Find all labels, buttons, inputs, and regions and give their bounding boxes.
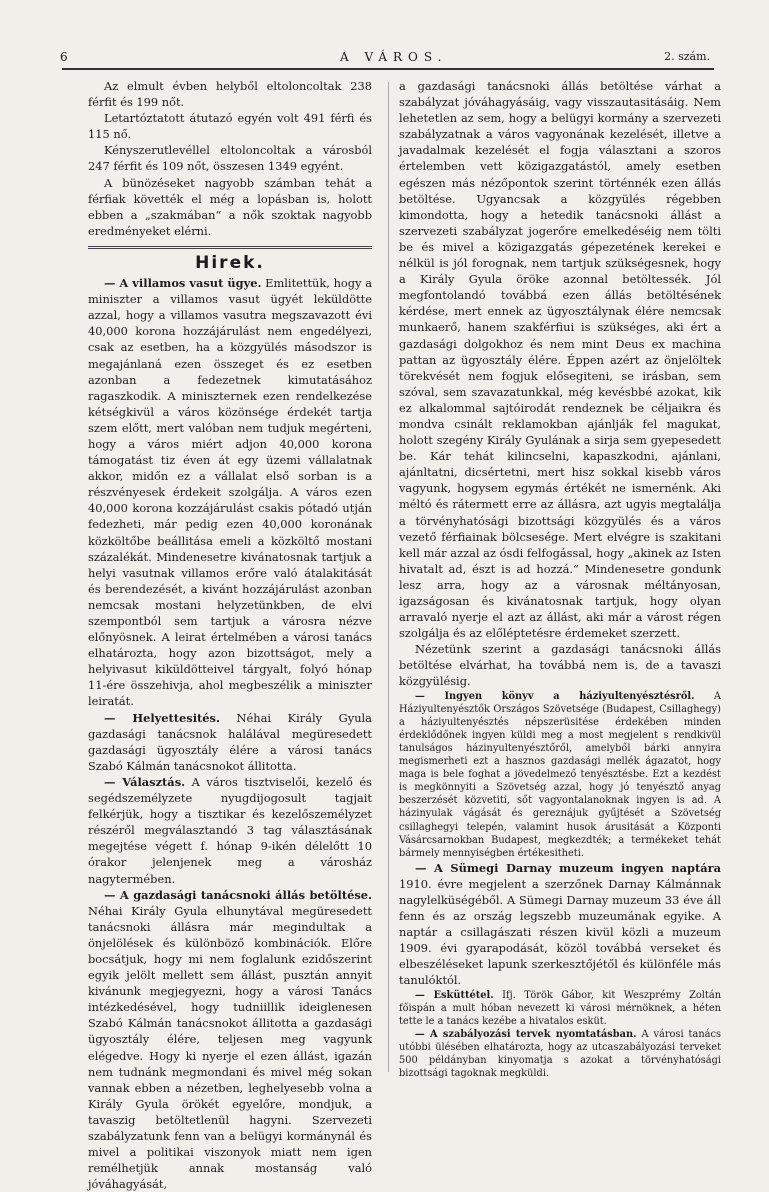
item-text: Ifj. Török Gábor, kit Weszprémy Zoltán főispán a mult hóban nevezett ki városi mérnöknek, a héten tette le a tanács kezébe a hivatalos esküt.: [399, 989, 721, 1027]
stat-paragraph: Letartóztatott átutazó egyén volt 491 férfi és 115 nő.: [88, 111, 372, 142]
issue-number: 2. szám.: [664, 50, 710, 63]
conclusion-paragraph: Nézetünk szerint a gazdasági tanácsnoki állás betöltése elvárhat, ha továbbá nem is, de a tavaszi közgyülésig.: [399, 642, 721, 689]
item-text: A város tisztviselői, kezelő és segédszemélyzete nyugdijogosult tagjait felkérjük, hogy a tisztikar és kezelőszemélyzet részéről megválasztandó 3 tag választásának megejtése végett f. hónap 9-ikén délelőtt 10 órakor jelenjenek meg a városház nagytermében.: [88, 774, 372, 886]
item-text: A Háziyultenyésztők Országos Szövetsége (Budapest, Csillaghegy) a háziyultenyésztés népszerüsitése érdekében minden érdeklődőnek ingyen küldi meg a most megjelent s rendkivül tanulságos házinyultenyésztőről, amelyből bárki annyira megismerheti ezt a hasznos gazdasági mellék ágazatot, hogy maga is bele foghat a jövedelmező tenyésztésbe. Ezt a kezdést is megkönnyiti a Szövetség azzal, hogy jó tenyésztő anyag beszerzését közvetiti, sőt vagyontalanoknak ingyen is ad. A házinyulak vágását és gereznájuk gyűjtését a Szövetség csillaghegyi telepén, valamint husok árusitását a Központi Vásárcsarnokban Budapest, megkezdték; a termékeket tehát bármely mennyiségben értékesitheti.: [399, 690, 721, 859]
item-text: A városi tanács utóbbi ülésében elhatározta, hogy az utcaszabályozási terveket 500 példányban kinyomatja s azokat a törvényhatósági bizottsági tagoknak megküldi.: [399, 1028, 721, 1080]
section-rule: [88, 248, 372, 249]
column-divider: [388, 82, 389, 1072]
item-heading: — Választás.: [104, 774, 186, 789]
news-item-valasztas: [88, 774, 372, 887]
news-item-helyettesites: [88, 710, 372, 774]
item-heading: — Ingyen könyv a háziyultenyésztésről.: [415, 690, 695, 702]
item-text: Néhai Király Gyula gazdasági tanácsnok halálával megüresedett gazdasági ügyosztály élére a városi tanács Szabó Kálmán tanácsnokot állitotta.: [88, 710, 372, 773]
item-heading: — A Sümegi Darnay muzeum ingyen naptára: [415, 860, 721, 875]
news-item-sumegi: [399, 860, 721, 989]
stat-paragraph: A bünözéseket nagyobb számban tehát a férfiak követték el még a lopásban is, holott ebben a „szakmában“ a nők szoktak nagyobb eredményeket elérni.: [88, 175, 372, 238]
item-heading: — A villamos vasut ügye.: [104, 276, 262, 291]
page-header: [60, 50, 710, 70]
continued-text: a gazdasági tanácsnoki állás betöltése várhat a szabályzat jóváhagyásáig, vagy visszautasitásáig. Nem lehetetlen az sem, hogy a belügyi kormány a szervezeti szabályzatnak a város vagyonának kezelését, illetve a javadalmak kezelését el fogja választani a szoros értelemben vett közigazgatástól, amely esetben egészen más nézőpontok szerint történnék ezen állás betöltése. Ugyancsak a közgyülés régebben kimondotta, hogy a hetedik tanácsnoki állást a szervezeti szabályzat jogerőre emelkedéséig nem tölti be és mivel a közigazgatás gépezetének kerekei e nélkül is jól forognak, nem tartjuk szükségesnek, hogy a Király Gyula öröke azonnal betöltessék. Jól megfontolandó továbbá ezen állás betöltésének kérdése, mert ennek az ügyosztálynak élére nemcsak munkaerő, hanem szakférfiui is szükséges, aki ért a gazdasági dolgokhoz és nem mint Deus ex machina pattan az ügyosztály élére. Éppen azért az önjelöltek törekvését nem fogjuk elősegiteni, se irásban, sem szóval, sem szavazatunkkal, még kevésbbé azokat, kik ez alkalommal sajtóirodát rendeznek be céljaikra és mondva csinált reklamokban ajánlják fel magukat, holott szegény Király Gyulának a sirja sem gyepesedett be. Kár tehát kilincselni, kapaszkodni, ajánlani, ajánltatni, dicsértetni, mert hisz sokkal kisebb város vagyunk, hogysem egymás értékét ne ismernénk. Aki méltó és rátermett erre az állásra, azt ugyis megtalálja a törvényhatósági bizottsági közgyülés és a város vezető férfiainak bölcsesége. Mert elvégre is szakitani kell már azzal az ósdi felfogással, hogy „akinek az Isten hivatalt ad, észt is ad hozzá.“ Mindenesetre gondunk lesz arra, hogy az a városnak méltányosan, igazságosan és kivánatosnak tartjuk, hogy olyan arravaló nyerje el azt az állást, aki már a várost régen szolgálja és az előléptetésre érdemeket szerzett.: [399, 79, 721, 641]
section-title: Hirek.: [195, 252, 265, 273]
news-item-szabalyzat: [399, 1028, 721, 1080]
section-rule: [88, 246, 372, 247]
left-column: [88, 78, 372, 1192]
item-text: Néhai Király Gyula elhunytával megüresedett tanácsnoki állásra már megindultak a önjelölések és különböző kombinációk. Előre bocsátjuk, hogy mi nem foglalunk ezidőszerint egyik jelölt mellett sem állást, pusztán annyit kivánunk megjegyezni, hogy a városi Tanács intézkedésével, hogy tudniillik ideiglenesen Szabó Kálmán tanácsnokot állitotta a gazdasági ügyosztály élére, teljesen meg vagyunk elégedve. Hogy ki nyerje el ezen állást, igazán nem tudnánk megmondani és mivel még sokan vannak ebben a nézetben, leghelyesebb volna a Király Gyula örökét egyelőre, mondjuk, a tavaszig betöltetlenül hagyni. Szervezeti szabályzatunk fenn van a belügyi kormánynál és mivel a politikai viszonyok miatt nem igen remélhetjük annak mostanság való jóváhagyását,: [88, 903, 372, 1192]
header-rule: [62, 68, 714, 70]
news-item-gazdasagi: [88, 887, 372, 1192]
right-column: [399, 78, 721, 1080]
newspaper-title: A VÁROS.: [340, 50, 448, 64]
item-heading: — A gazdasági tanácsnoki állás betöltése.: [104, 887, 372, 902]
item-text: 1910. évre megjelent a szerzőnek Darnay Kálmánnak nagylelküségéből. A Sümegi Darnay muzeum 33 éve áll fenn és az ország legszebb muzeumának egyike. A naptár a csillagászati részen kivül közli a muzeum 1909. évi gyarapodását, közöl továbbá verseket és elbeszéléseket lapunk szerkesztőjétől és különféle más tanulóktól.: [399, 876, 721, 988]
stat-paragraph: Kényszerutlevéllel eltoloncoltak a városból 247 férfit és 109 nőt, összesen 1349 egyént.: [88, 143, 372, 174]
stat-paragraph: Az elmult évben helyből eltoloncoltak 238 férfit és 199 nőt.: [88, 79, 372, 110]
item-heading: — A szabályozási tervek nyomtatásban.: [415, 1028, 637, 1040]
item-heading: — Esküttétel.: [415, 989, 494, 1001]
news-item-ingyen-konyv: [399, 690, 721, 860]
item-text: Emlitettük, hogy a miniszter a villamos vasut ügyét leküldötte azzal, hogy a villamos vasutra megszavazott évi 40,000 korona hozzájárulást nem engedélyezi, csak az esetben, ha a közgyülés másodszor is megajánlaná ezen összeget és ez esetben azonban a fedezetnek kimutatásához ragaszkodik. A miniszternek ezen rendelkezése kétségkivül a város közönsége érdekét tartja szem előtt, mert valóban nem tudjuk megérteni, hogy a város miért adjon 40,000 korona támogatást tiz éven át egy üzemi vállalatnak akkor, midőn ez a vállalat első sorban is a részvényesek érdekeit szolgálja. A város ezen 40,000 korona kozzájárulást csakis pótadó utján fedezheti, már pedig ezen 40,000 koronának közköltőbe beállitása emeli a közköltő mostani százalékát. Mindenesetre kivánatosnak tartjuk a helyi vasutnak villamos erőre való átalakitását és berendezését, a kivánt hozzájárulást azonban nemcsak mostani helyzetünkben, de elvi szempontból sem tartjuk a városra nézve előnyösnek. A leirat értelmében a városi tanács elhatározta, hogy azon bizottságot, mely a helyivasut kiküldötteivel tárgyalt, folyó hónap 11-ére összehivja, ahol megbeszélik a miniszter leiratát.: [88, 276, 372, 709]
page-number: 6: [60, 50, 68, 64]
item-heading: — Helyettesités.: [104, 710, 220, 725]
news-item-villamos: [88, 275, 372, 710]
news-item-eskutetel: [399, 989, 721, 1028]
